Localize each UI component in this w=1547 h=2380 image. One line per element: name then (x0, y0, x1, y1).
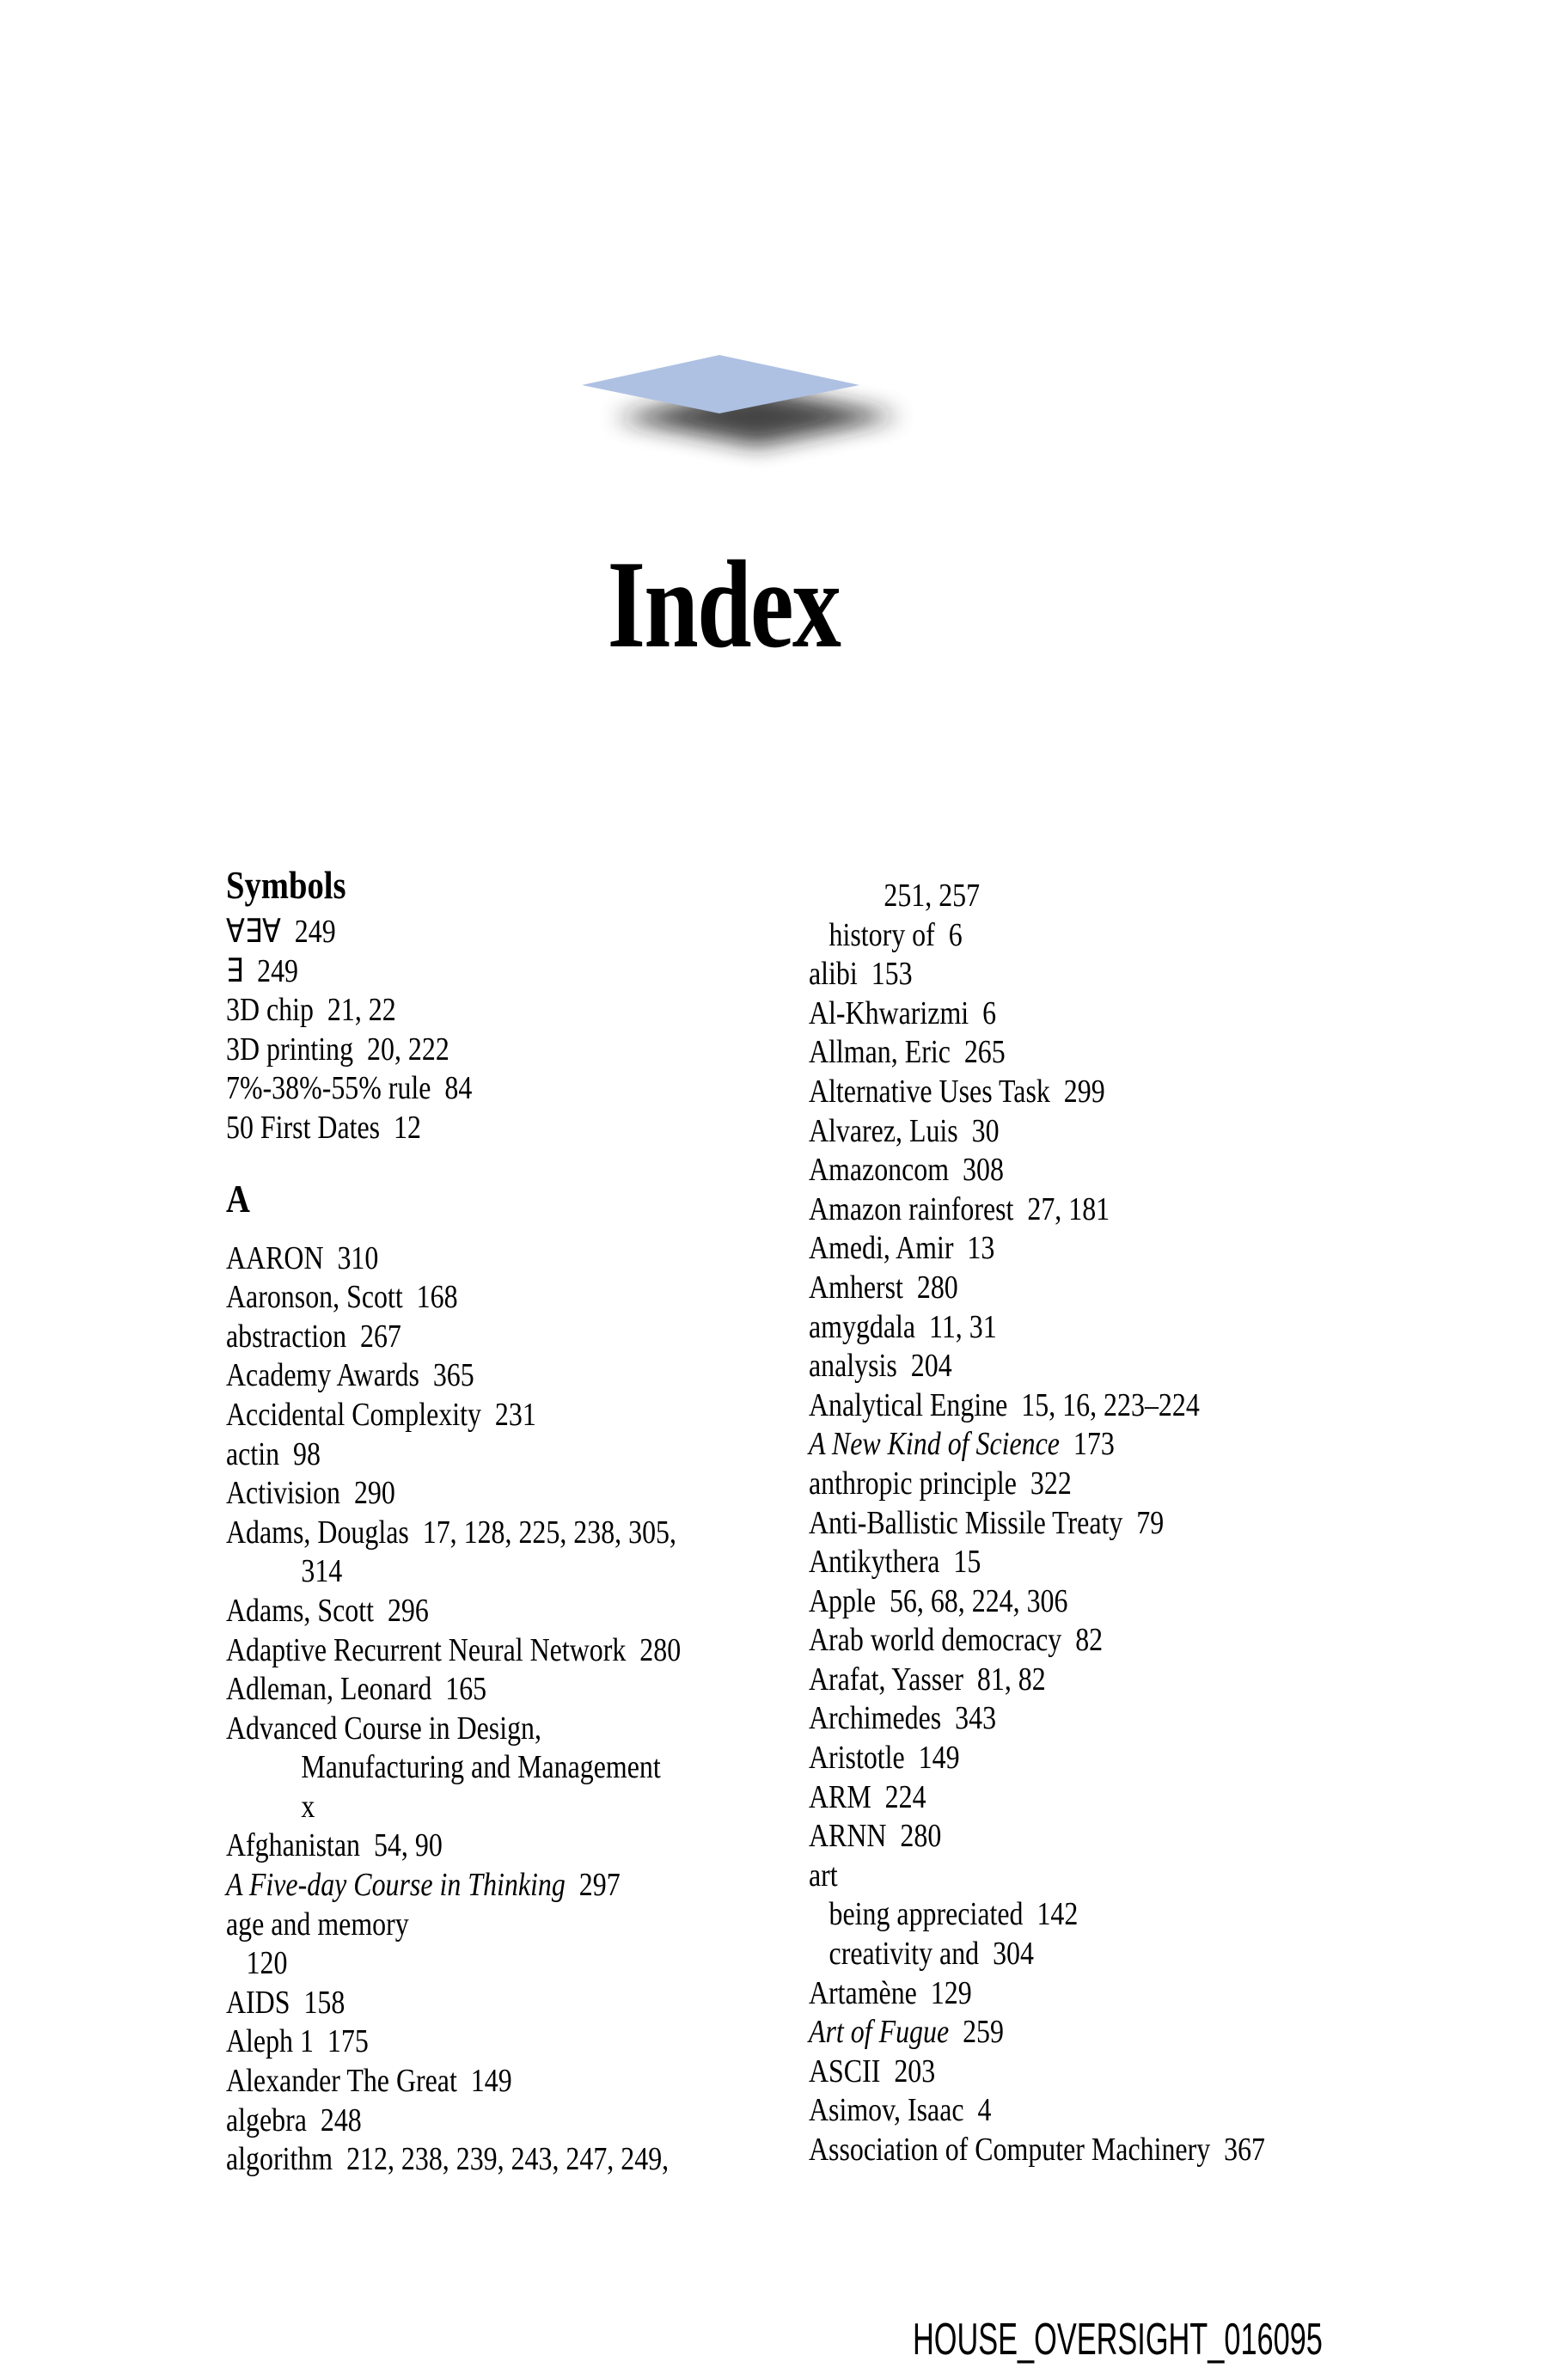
index-line: Aaronson, Scott 168 (226, 1279, 458, 1316)
index-line: Accidental Complexity 231 (226, 1396, 536, 1433)
index-line: 50 First Dates 12 (226, 1109, 421, 1146)
index-line: creativity and 304 (829, 1936, 1034, 1973)
index-line: algebra 248 (226, 2102, 362, 2138)
index-line: Alexander The Great 149 (226, 2063, 512, 2100)
index-line: Advanced Course in Design, (226, 1710, 542, 1747)
index-line: Amherst 280 (809, 1269, 958, 1306)
index-right-column (809, 877, 1401, 2170)
index-entry-italic-title: Art of Fugue (809, 2014, 950, 2051)
index-line: x (301, 1788, 315, 1825)
index-line: Apple 56, 68, 224, 306 (809, 1582, 1068, 1619)
index-line: Aleph 1 175 (226, 2023, 369, 2060)
index-left-column (226, 863, 818, 2180)
index-line: Allman, Eric 265 (809, 1034, 1006, 1071)
index-section-heading: Symbols (226, 863, 346, 907)
diamond-ornament (550, 333, 997, 531)
index-line: 314 (301, 1553, 343, 1590)
index-line: history of 6 (829, 916, 963, 953)
index-line: alibi 153 (809, 956, 913, 993)
page-title: Index (607, 535, 841, 674)
index-line: algorithm 212, 238, 239, 243, 247, 249, (226, 2141, 670, 2178)
index-line: ∃ 249 (226, 952, 299, 989)
index-line: Anti-Ballistic Missile Treaty 79 (809, 1504, 1165, 1541)
index-line: 3D chip 21, 22 (226, 992, 396, 1029)
index-line: Adams, Scott 296 (226, 1592, 429, 1629)
index-line: Manufacturing and Management (301, 1749, 661, 1786)
index-line: amygdala 11, 31 (809, 1308, 997, 1345)
index-line: age and memory (226, 1906, 409, 1943)
index-line: Alternative Uses Task 299 (809, 1073, 1105, 1110)
index-line: Adaptive Recurrent Neural Network 280 (226, 1631, 682, 1668)
index-line: Arab world democracy 82 (809, 1622, 1104, 1659)
index-line: Antikythera 15 (809, 1544, 981, 1581)
index-line: Al-Khwarizmi 6 (809, 994, 997, 1031)
index-line: Analytical Engine 15, 16, 223–224 (809, 1386, 1200, 1423)
index-line: AIDS 158 (226, 1984, 345, 2021)
index-line: actin 98 (226, 1435, 321, 1472)
index-line: ASCII 203 (809, 2053, 936, 2089)
index-line: 7%-38%-55% rule 84 (226, 1070, 473, 1107)
index-line: Alvarez, Luis 30 (809, 1112, 1000, 1149)
index-line: Amedi, Amir 13 (809, 1230, 995, 1267)
index-line: Archimedes 343 (809, 1700, 997, 1737)
index-line: abstraction 267 (226, 1318, 401, 1355)
index-line: AARON 310 (226, 1239, 379, 1276)
index-line (226, 1866, 818, 1906)
index-line: Arafat, Yasser 81, 82 (809, 1661, 1046, 1698)
index-line (809, 2013, 1401, 2053)
index-line: Aristotle 149 (809, 1740, 960, 1777)
index-entry-pages: 173 (1059, 1426, 1115, 1463)
index-line: Afghanistan 54, 90 (226, 1827, 443, 1864)
index-line: Asimov, Isaac 4 (809, 2092, 992, 2129)
bates-stamp: HOUSE_OVERSIGHT_016095 (913, 2315, 1323, 2365)
index-line: Amazon rainforest 27, 181 (809, 1190, 1110, 1227)
index-line: ARM 224 (809, 1778, 926, 1815)
index-section-heading: A (226, 1176, 250, 1221)
index-line: 3D printing 20, 222 (226, 1031, 449, 1068)
index-line: 120 (246, 1945, 288, 1982)
index-line: Amazoncom 308 (809, 1152, 1004, 1189)
index-entry-pages: 297 (565, 1867, 621, 1904)
index-entry-italic-title: A New Kind of Science (809, 1426, 1060, 1463)
index-line: Activision 290 (226, 1475, 395, 1512)
index-line: being appreciated 142 (829, 1896, 1079, 1933)
index-line: art (809, 1857, 838, 1894)
index-line: Association of Computer Machinery 367 (809, 2132, 1266, 2168)
index-line: anthropic principle 322 (809, 1465, 1072, 1502)
index-entry-pages: 259 (949, 2014, 1004, 2051)
index-line (809, 1425, 1401, 1465)
index-entry-italic-title: A Five-day Course in Thinking (226, 1867, 566, 1904)
index-line: 251, 257 (884, 878, 981, 914)
index-line: analysis 204 (809, 1348, 952, 1385)
index-line: ∀∃∀ 249 (226, 914, 336, 950)
index-line: Adleman, Leonard 165 (226, 1671, 487, 1708)
index-line: Artamène 129 (809, 1974, 972, 2011)
index-line: ARNN 280 (809, 1818, 942, 1855)
index-line: Adams, Douglas 17, 128, 225, 238, 305, (226, 1514, 677, 1551)
index-line: Academy Awards 365 (226, 1357, 474, 1394)
